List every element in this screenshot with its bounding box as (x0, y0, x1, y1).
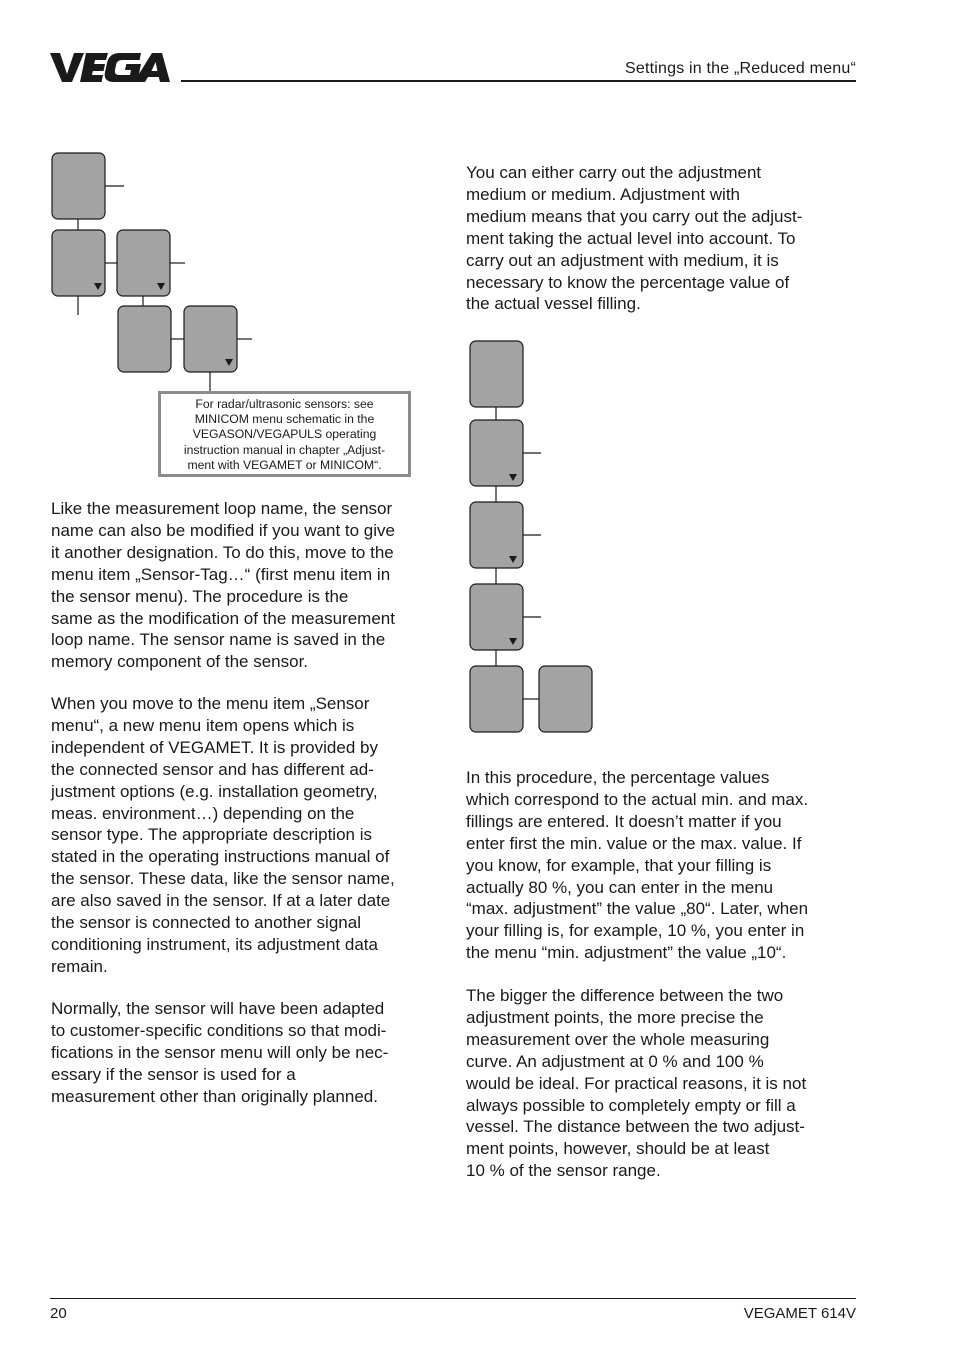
page-number: 20 (50, 1305, 67, 1322)
paragraph-procedure: In this procedure, the percentage values which correspond to the actual min. and max. fillings are entered. It doesn’t matter if you enter first the min. value or the max. value. If you know, for example, that your filling is actually 80 %, you can enter in the menu “max. adjustment” the value „80“. Later, when your filling is, for example, 10 %, you enter in the menu “min. adjustment” the value „10“. (466, 768, 809, 963)
document-name: VEGAMET 614V (743, 1305, 856, 1322)
paragraph-customer-conditions: Normally, the sensor will have been adapted to customer-specific conditions so that modi- fications in the sensor menu will only be nec- essary if the sensor is used for a measurement other than originally planned. (51, 999, 389, 1106)
paragraph-adjustment-intro: You can either carry out the adjustment medium or medium. Adjustment with medium means that you carry out the adjust- ment taking the actual level into account. To carry out an adjustment with medium, it is necessary to know the percentage value of the actual vessel filling. (466, 163, 803, 314)
footer-rule (50, 1298, 856, 1299)
paragraph-sensor-menu: When you move to the menu item „Sensor menu“, a new menu item opens which is independent of VEGAMET. It is provided by the connected sensor and has different ad- justment options (e.g. installation geometry, meas. environment…) depending on the sensor type. The appropriate description is stated in the operating instructions manual of the sensor. These data, like the sensor name, are also saved in the sensor. If at a later date the sensor is connected to another signal conditioning instrument, its adjustment data remain. (51, 694, 395, 976)
running-header: Settings in the „Reduced menu“ (624, 60, 856, 77)
paragraph-adjustment-points: The bigger the difference between the two adjustment points, the more precise the measurement over the whole measuring curve. An adjustment at 0 % and 100 % would be ideal. For practical reasons, it is not always possible to completely empty or fill a vessel. The distance between the two adjust- ment points, however, should be at least 10 % of the sensor range. (466, 986, 807, 1181)
menu-box (470, 341, 523, 407)
paragraph-sensor-name: Like the measurement loop name, the sensor name can also be modified if you want to give it another designation. To do this, move to the menu item „Sensor-Tag…“ (first menu item in the sensor menu). The procedure is the same as the modification of the measurement loop name. The sensor name is saved in the memory component of the sensor. (51, 499, 395, 672)
note-box: For radar/ultrasonic sensors: see MINICOM menu schematic in the VEGASON/VEGAPULS operating instruction manual in chapter „Adjust- ment with VEGAMET or MINICOM“. (158, 391, 411, 477)
menu-box (470, 666, 523, 732)
menu-box (539, 666, 592, 732)
